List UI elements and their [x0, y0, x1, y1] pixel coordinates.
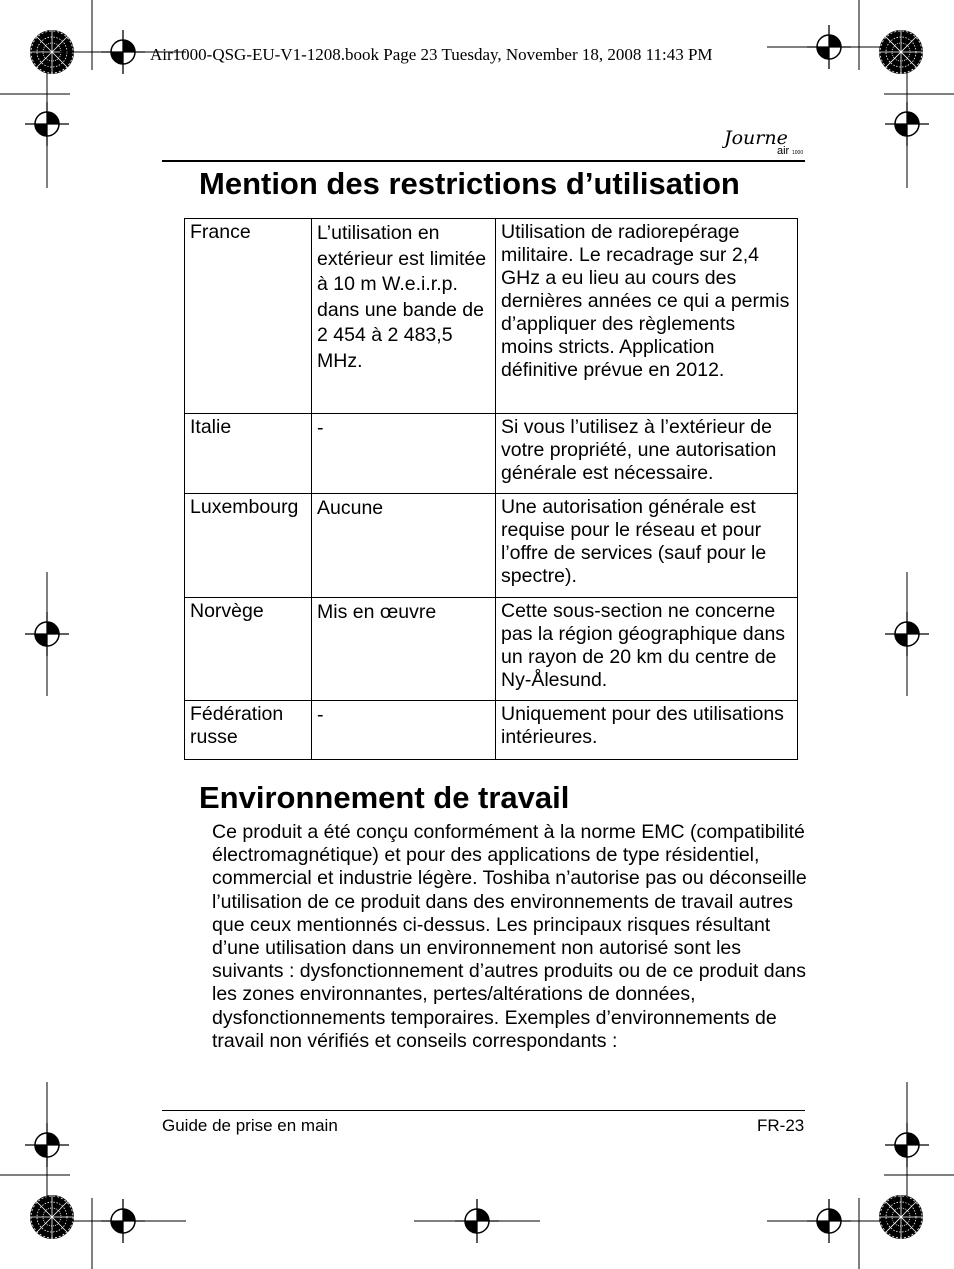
restrictions-table [184, 218, 798, 760]
print-header: Air1000-QSG-EU-V1-1208.book Page 23 Tuesday, November 18, 2008 11:43 PM [150, 45, 713, 64]
section-title-environment: Environnement de travail [199, 780, 570, 815]
reason-cell: Une autorisation générale est requise pour le réseau et pour l’offre de services (sauf pour le spectre). [496, 494, 798, 598]
restriction-cell: L’utilisation en extérieur est limitée à 10 m W.e.i.r.p. dans une bande de 2 454 à 2 483,5 MHz. [312, 219, 496, 414]
country-cell: Fédération russe [185, 701, 312, 760]
header-rule [162, 160, 805, 162]
journe-air-logo [722, 114, 808, 160]
table-row [185, 219, 798, 414]
table-row [185, 701, 798, 760]
svg-text:1000: 1000 [792, 150, 804, 156]
restriction-cell: Aucune [312, 494, 496, 598]
starburst-mark [879, 1195, 923, 1239]
table-row [185, 414, 798, 494]
restriction-cell: Mis en œuvre [312, 598, 496, 701]
page-number: FR-23 [757, 1116, 805, 1135]
table-row [185, 494, 798, 598]
country-cell: Norvège [185, 598, 312, 701]
restriction-cell: - [312, 701, 496, 760]
section-title-restrictions: Mention des restrictions d’utilisation [199, 166, 740, 201]
table-row [185, 598, 798, 701]
reason-cell: Si vous l’utilisez à l’extérieur de votre propriété, une autorisation générale est nécessaire. [496, 414, 798, 494]
svg-text:Journe: Journe [724, 127, 788, 149]
environment-paragraph: Ce produit a été conçu conformément à la norme EMC (compatibilité électromagnétique) et pour des applications de type résidentiel, commercial et industrie légère. Toshiba n’autorise pas ou déconseille l’utilisation de ce produit dans des environnements de travail autres que ceux mentionnés ci-dessus. Les principaux risques résultant d’une utilisation dans un environnement non autorisé sont les suivants : dysfonctionnement d’autres produits ou de ce produit dans les zones environnantes, pertes/altérations de données, dysfonctionnements temporaires. Exemples d’environnements de travail non vérifiés et conseils correspondants : [212, 821, 807, 1052]
country-cell: Italie [185, 414, 312, 494]
starburst-mark [30, 1195, 74, 1239]
reason-cell: Utilisation de radiorepérage militaire. Le recadrage sur 2,4 GHz a eu lieu au cours des dernières années ce qui a permis d’appliquer des règlements moins stricts. Application définitive prévue en 2012. [496, 219, 798, 414]
footer-rule [162, 1110, 805, 1111]
footer-guide-title: Guide de prise en main [162, 1116, 338, 1135]
starburst-mark [879, 30, 923, 74]
restriction-cell: - [312, 414, 496, 494]
country-cell: France [185, 219, 312, 414]
reason-cell: Uniquement pour des utilisations intérieures. [496, 701, 798, 760]
reason-cell: Cette sous-section ne concerne pas la région géographique dans un rayon de 20 km du centre de Ny-Ålesund. [496, 598, 798, 701]
svg-text:air: air [777, 145, 790, 157]
country-cell: Luxembourg [185, 494, 312, 598]
